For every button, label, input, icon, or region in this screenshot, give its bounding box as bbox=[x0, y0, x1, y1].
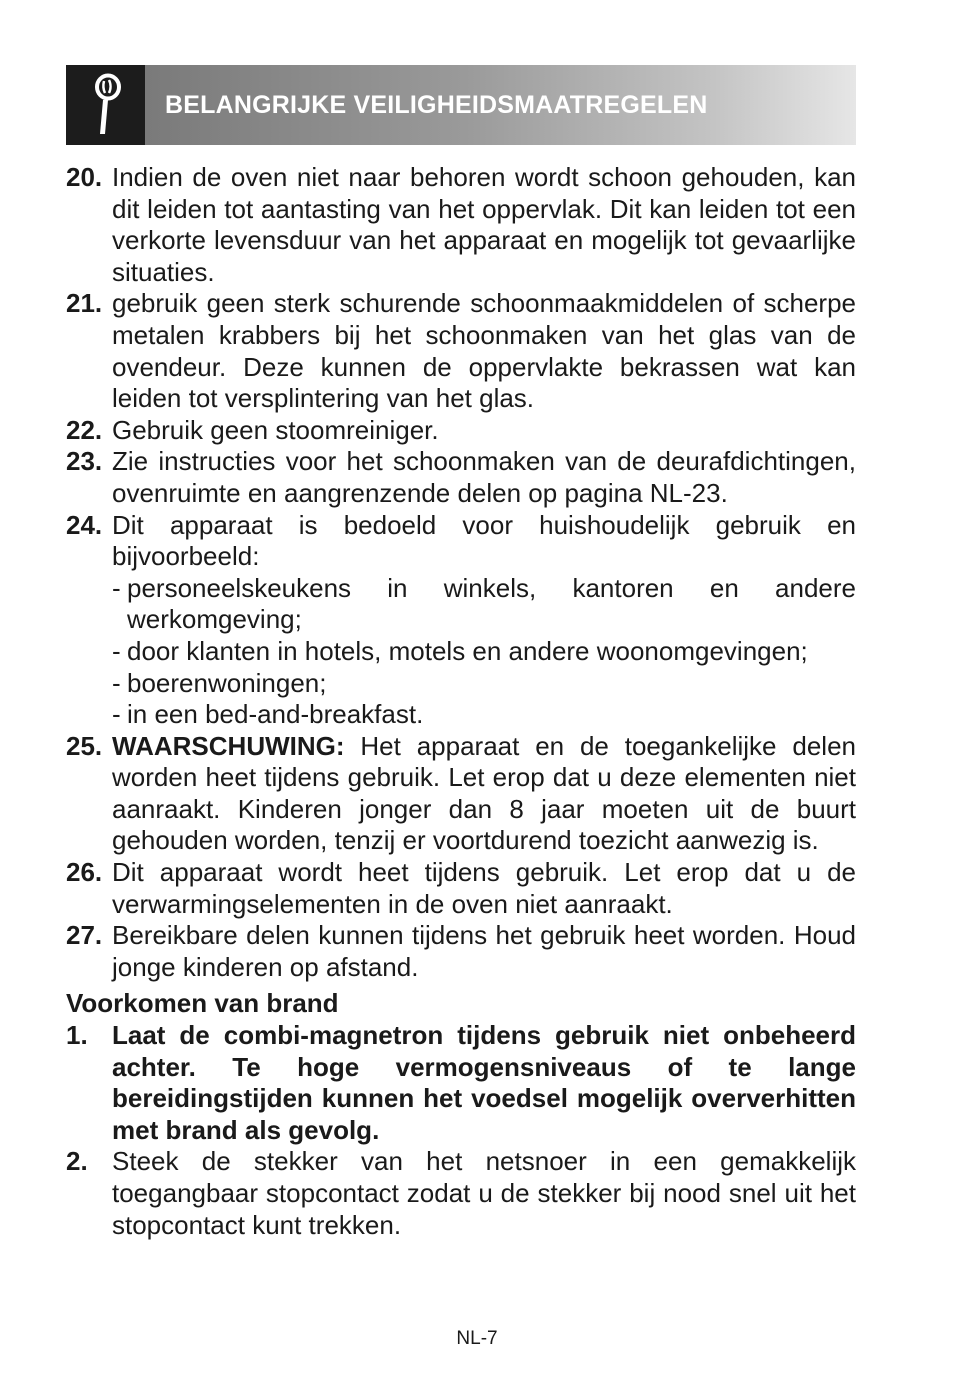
item-number: 27. bbox=[66, 920, 103, 951]
header-bar bbox=[145, 65, 856, 145]
item-number: 25. bbox=[66, 730, 103, 761]
sub-item bbox=[112, 668, 856, 700]
item-text: Het apparaat en de toegankelijke delen worden heet tijdens gebruik. Let erop dat u deze elementen niet aanraakt. Kinderen jonger dan 8 jaar moeten uit de buurt gehouden worden, tenzij er voortdurend toezicht aanwezig is. bbox=[112, 730, 856, 856]
sub-item-text: boerenwoningen; bbox=[127, 667, 327, 698]
item-text: Steek de stekker van het netsnoer in een gemakkelijk toegangbaar stopcontact zodat u de stekker bij nood snel uit het stopcontact kunt trekken. bbox=[112, 1146, 856, 1240]
item-text: Gebruik geen stoomreiniger. bbox=[112, 414, 439, 445]
item-text: Indien de oven niet naar behoren wordt schoon gehouden, kan dit leiden tot aantasting van het oppervlak. Dit kan leiden tot een verkorte levensduur van het apparaat en mogelijk tot gevaarlijke situaties. bbox=[112, 162, 856, 287]
list-item-27 bbox=[66, 920, 856, 983]
dash: - bbox=[112, 572, 121, 603]
dash: - bbox=[112, 667, 121, 698]
list-item-20 bbox=[66, 162, 856, 288]
sub-item bbox=[112, 699, 856, 731]
header-icon-box bbox=[66, 65, 145, 145]
list-item-22 bbox=[66, 415, 856, 447]
warning-label: WAARSCHUWING: bbox=[112, 730, 345, 761]
dash: - bbox=[112, 699, 121, 730]
item-text: Bereikbare delen kunnen tijdens het gebruik heet worden. Houd jonge kinderen op afstand. bbox=[112, 920, 856, 982]
sub-item-text: personeelskeukens in winkels, kantoren en andere werkomgeving; bbox=[127, 572, 856, 635]
item-number: 1. bbox=[66, 1020, 88, 1051]
content bbox=[66, 162, 856, 1241]
item-body bbox=[112, 510, 856, 731]
sub-item-text: door klanten in hotels, motels en andere woonomgevingen; bbox=[127, 635, 808, 666]
page-title: BELANGRIJKE VEILIGHEIDSMAATREGELEN bbox=[165, 90, 708, 119]
fire-item-2 bbox=[66, 1146, 856, 1241]
item-number: 21. bbox=[66, 288, 103, 319]
list-item-26 bbox=[66, 857, 856, 920]
item-number: 20. bbox=[66, 162, 103, 192]
item-text: Laat de combi-magnetron tijdens gebruik niet onbeheerd achter. Te hoge vermogensniveaus of te lange bereidingstijden kunnen het voedsel mogelijk oververhitten met brand als gevolg. bbox=[112, 1020, 856, 1145]
magnifier-icon bbox=[89, 72, 123, 138]
list-item-24 bbox=[66, 510, 856, 731]
dash: - bbox=[112, 635, 121, 666]
item-text: Dit apparaat is bedoeld voor huishoudelijk gebruik en bijvoorbeeld: bbox=[112, 509, 856, 572]
item-number: 26. bbox=[66, 857, 103, 888]
sub-item-text: in een bed-and-breakfast. bbox=[127, 699, 424, 730]
list-item-23 bbox=[66, 446, 856, 509]
item-number: 2. bbox=[66, 1146, 88, 1177]
sub-item bbox=[112, 573, 856, 636]
section-header bbox=[66, 65, 856, 145]
list-item-21 bbox=[66, 288, 856, 414]
section-title: Voorkomen van brand bbox=[66, 988, 339, 1019]
item-text: gebruik geen sterk schurende schoonmaakmiddelen of scherpe metalen krabbers bij het schoonmaken van het glas van de ovendeur. Deze kunnen de oppervlakte bekrassen wat kan leiden tot versplintering van het glas. bbox=[112, 288, 856, 414]
item-number: 23. bbox=[66, 446, 103, 477]
item-body bbox=[112, 731, 856, 857]
fire-item-1 bbox=[66, 1020, 856, 1146]
item-text: Zie instructies voor het schoonmaken van de deurafdichtingen, ovenruimte en aangrenzende delen op pagina NL-23. bbox=[112, 446, 856, 508]
sub-item bbox=[112, 636, 856, 668]
item-number: 24. bbox=[66, 509, 103, 540]
page-number: NL-7 bbox=[456, 1328, 498, 1349]
item-number: 22. bbox=[66, 414, 103, 445]
list-item-25 bbox=[66, 731, 856, 857]
item-text: Dit apparaat wordt heet tijdens gebruik. Let erop dat u de verwarmingselementen in de oven niet aanraakt. bbox=[112, 857, 856, 919]
